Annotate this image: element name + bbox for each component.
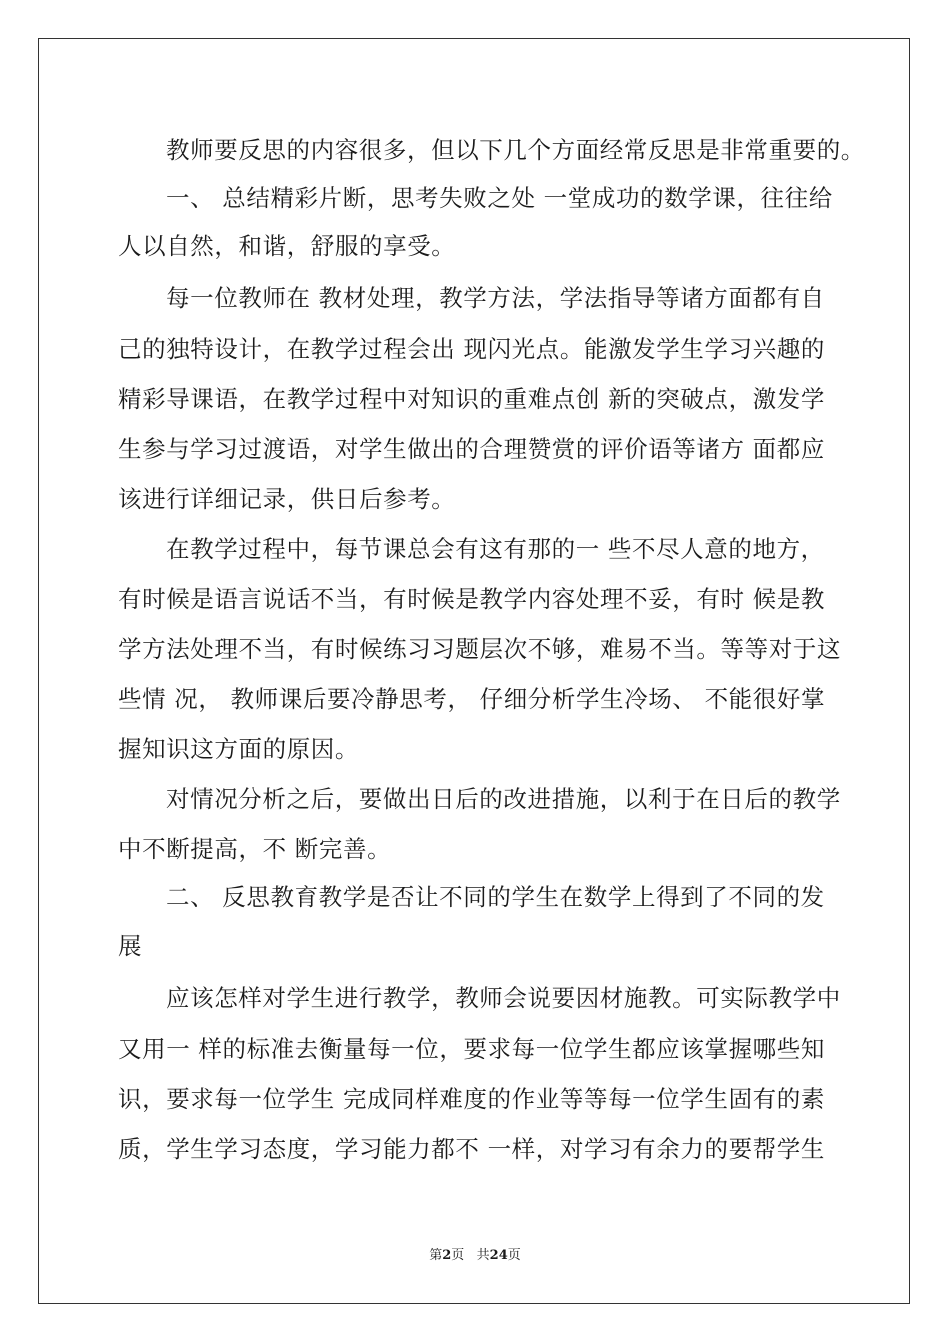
text-line: 人以自然，和谐，舒服的享受。 <box>118 232 456 260</box>
text-line: 该进行详细记录，供日后参考。 <box>118 485 456 513</box>
text-line: 握知识这方面的原因。 <box>118 735 359 763</box>
page-prefix: 第 <box>429 1248 443 1263</box>
page-suffix: 页 <box>507 1248 521 1263</box>
text-line: 学方法处理不当，有时候练习习题层次不够，难易不当。等等对于这 <box>118 635 841 663</box>
text-line: 应该怎样对学生进行教学，教师会说要因材施教。可实际教学中 <box>166 984 841 1012</box>
text-line: 质，学生学习态度，学习能力都不 一样，对学习有余力的要帮学生 <box>118 1135 825 1163</box>
page-mid: 页 共 <box>451 1248 490 1263</box>
text-line: 中不断提高，不 断完善。 <box>118 835 392 863</box>
text-line: 生参与学习过渡语，对学生做出的合理赞赏的评价语等诸方 面都应 <box>118 435 825 463</box>
text-line: 在教学过程中，每节课总会有这有那的一 些不尽人意的地方， <box>166 535 825 563</box>
text-line: 对情况分析之后，要做出日后的改进措施，以利于在日后的教学 <box>166 785 841 813</box>
text-line: 精彩导课语，在教学过程中对知识的重难点创 新的突破点，激发学 <box>118 385 825 413</box>
text-line: 己的独特设计，在教学过程会出 现闪光点。能激发学生学习兴趣的 <box>118 335 825 363</box>
page-current: 2 <box>442 1248 452 1263</box>
text-line: 二、 反思教育教学是否让不同的学生在数学上得到了不同的发 <box>166 883 825 911</box>
page-frame <box>38 38 910 1304</box>
text-line: 教师要反思的内容很多，但以下几个方面经常反思是非常重要的。 <box>166 136 865 164</box>
page-footer <box>0 1248 950 1264</box>
text-line: 每一位教师在 教材处理，教学方法，学法指导等诸方面都有自 <box>166 284 825 312</box>
text-line: 有时候是语言说话不当，有时候是教学内容处理不妥，有时 候是教 <box>118 585 825 613</box>
text-line: 又用一 样的标准去衡量每一位，要求每一位学生都应该掌握哪些知 <box>118 1035 825 1063</box>
text-line: 一、 总结精彩片断，思考失败之处 一堂成功的数学课，往往给 <box>166 184 833 212</box>
page-total: 24 <box>489 1248 508 1263</box>
text-line: 些情 况， 教师课后要冷静思考， 仔细分析学生冷场、 不能很好掌 <box>118 685 826 713</box>
text-line: 识，要求每一位学生 完成同样难度的作业等等每一位学生固有的素 <box>118 1085 825 1113</box>
text-line: 展 <box>118 932 143 960</box>
